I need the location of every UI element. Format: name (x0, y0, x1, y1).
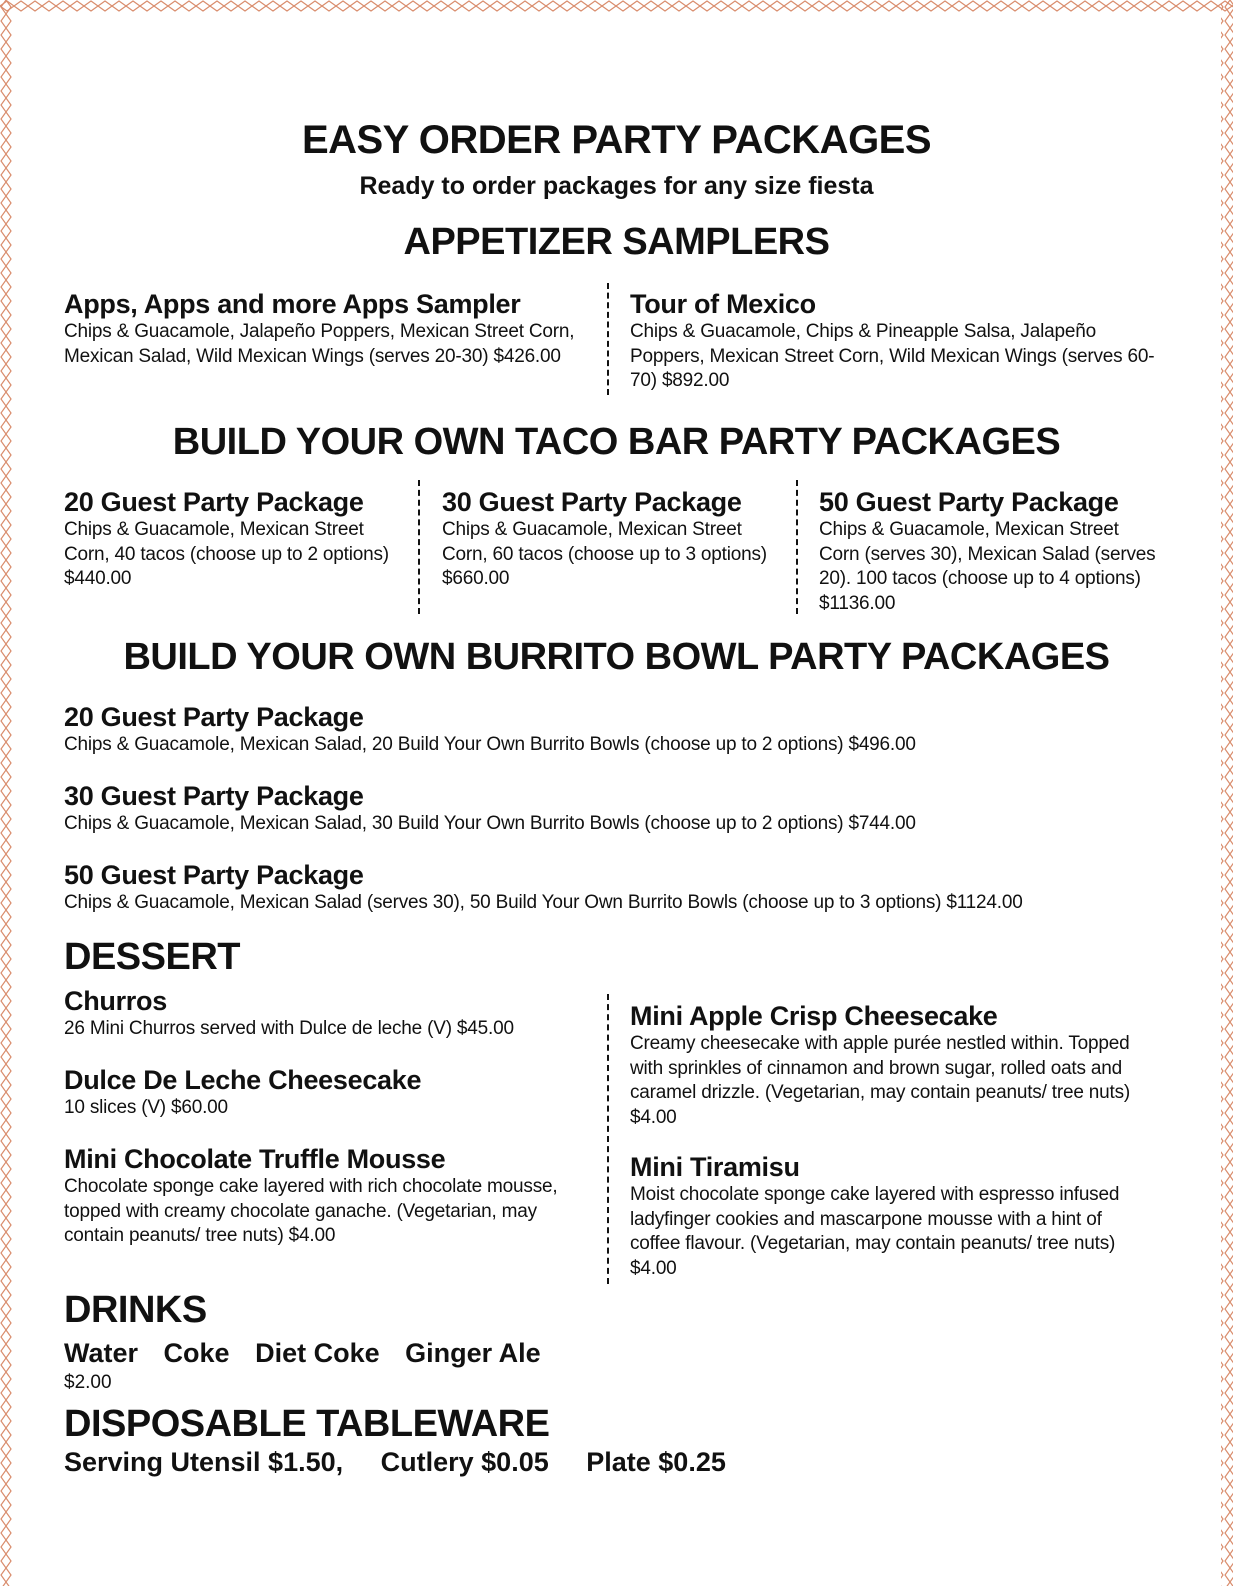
item-desc: Chips & Guacamole, Chips & Pineapple Salsa, Jalapeño Poppers, Mexican Street Corn, Wild Mexican Wings (serves 60-70) $892.00 (630, 321, 1155, 391)
item-desc: Chips & Guacamole, Mexican Street Corn, 60 tacos (choose up to 3 options) $660.00 (442, 519, 767, 589)
drinks-heading: DRINKS (64, 1289, 207, 1331)
item-desc: Moist chocolate sponge cake layered with espresso infused ladyfinger cookies and mascarpone mousse with a hint of coffee flavour. (Vegetarian, may contain peanuts/ tree nuts) $4.00 (630, 1184, 1120, 1279)
item-name: Mini Apple Crisp Cheesecake (630, 1001, 998, 1031)
item-name: Churros (64, 986, 167, 1016)
item-name: Apps, Apps and more Apps Sampler (64, 289, 521, 319)
drink-item: Diet Coke (255, 1338, 380, 1368)
item-desc: 26 Mini Churros served with Dulce de leche (V) $45.00 (64, 1018, 514, 1039)
column-divider (796, 480, 798, 614)
item-name: 20 Guest Party Package (64, 487, 364, 517)
item-desc: Chips & Guacamole, Mexican Street Corn, 40 tacos (choose up to 2 options) $440.00 (64, 519, 389, 589)
column-divider (607, 994, 609, 1284)
item-desc: Chips & Guacamole, Mexican Salad, 20 Build Your Own Burrito Bowls (choose up to 2 options) $496.00 (64, 734, 916, 755)
page-subtitle: Ready to order packages for any size fiesta (359, 172, 874, 200)
taco-package-30 (442, 486, 772, 592)
taco-package-20 (64, 486, 394, 592)
item-name: Mini Chocolate Truffle Mousse (64, 1144, 446, 1174)
item-desc: Chips & Guacamole, Mexican Salad, 30 Build Your Own Burrito Bowls (choose up to 2 options) $744.00 (64, 813, 916, 834)
taco-bar-heading: BUILD YOUR OWN TACO BAR PARTY PACKAGES (172, 421, 1061, 463)
drinks-list (64, 1338, 559, 1369)
menu-item-tour-of-mexico (630, 288, 1170, 394)
page-title: EASY ORDER PARTY PACKAGES (301, 118, 932, 162)
tableware-item: Serving Utensil $1.50, (64, 1447, 344, 1477)
drink-item: Water (64, 1338, 139, 1368)
item-desc: Chips & Guacamole, Mexican Street Corn (serves 30), Mexican Salad (serves 20). 100 tacos (choose up to 4 options) $1136.00 (819, 519, 1156, 614)
item-name: 30 Guest Party Package (64, 781, 364, 811)
menu-item-apps-sampler (64, 288, 584, 369)
item-desc: 10 slices (V) $60.00 (64, 1097, 228, 1118)
tableware-item: Cutlery $0.05 (380, 1447, 549, 1477)
item-name: 20 Guest Party Package (64, 702, 364, 732)
burrito-package-50 (64, 859, 1184, 916)
item-name: Tour of Mexico (630, 289, 816, 319)
dessert-dulce-cheesecake (64, 1064, 584, 1121)
column-divider (418, 480, 420, 614)
column-divider (607, 283, 609, 395)
item-name: Dulce De Leche Cheesecake (64, 1065, 422, 1095)
item-name: 50 Guest Party Package (64, 860, 364, 890)
drinks-price: $2.00 (64, 1372, 112, 1393)
dessert-truffle-mousse (64, 1143, 564, 1249)
item-name: 30 Guest Party Package (442, 487, 742, 517)
burrito-package-30 (64, 780, 1184, 837)
item-desc: Creamy cheesecake with apple purée nestled within. Topped with sprinkles of cinnamon and brown sugar, rolled oats and caramel drizzle. (Vegetarian, may contain peanuts/ tree nuts) $4.00 (630, 1033, 1131, 1128)
taco-package-50 (819, 486, 1159, 616)
item-name: 50 Guest Party Package (819, 487, 1119, 517)
item-name: Mini Tiramisu (630, 1152, 800, 1182)
item-desc: Chips & Guacamole, Mexican Salad (serves 30), 50 Build Your Own Burrito Bowls (choose up to 3 options) $1124.00 (64, 892, 1023, 913)
appetizer-heading: APPETIZER SAMPLERS (403, 221, 830, 263)
drink-item: Coke (163, 1338, 230, 1368)
tableware-heading: DISPOSABLE TABLEWARE (64, 1403, 550, 1445)
item-desc: Chips & Guacamole, Jalapeño Poppers, Mexican Street Corn, Mexican Salad, Wild Mexican Wings (serves 20-30) $426.00 (64, 321, 575, 367)
dessert-churros (64, 985, 584, 1042)
dessert-heading: DESSERT (64, 936, 240, 978)
dessert-tiramisu (630, 1151, 1150, 1281)
tableware-list (64, 1447, 756, 1478)
drink-item: Ginger Ale (405, 1338, 541, 1368)
dessert-apple-crisp (630, 1000, 1150, 1130)
burrito-bowl-heading: BUILD YOUR OWN BURRITO BOWL PARTY PACKAGES (123, 636, 1110, 678)
tableware-item: Plate $0.25 (586, 1447, 726, 1477)
item-desc: Chocolate sponge cake layered with rich chocolate mousse, topped with creamy chocolate ganache. (Vegetarian, may contain peanuts/ tree nuts) $4.00 (64, 1176, 558, 1246)
burrito-package-20 (64, 701, 1184, 758)
